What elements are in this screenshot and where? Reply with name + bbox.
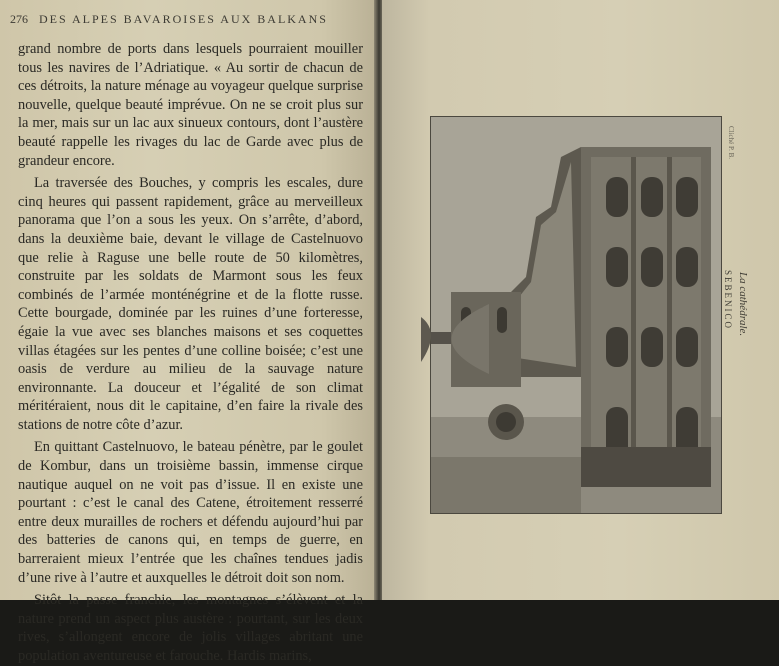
paragraph-2: La traversée des Bouches, y compris les escales, dure cinq heures qui passent rapidement, grâce au merveilleux panorama que l’on a sous les yeux. On s’arrête, d’abord, dans la deuxième baie, devant le village de Castelnuovo que relie à Raguse une belle route de 50 kilomètres, construite par les soldats de Marmont sous les feux combinés de l’armée monténégrine et de la flotte russe. Cette bourgade, dominée par les ruines d’une forteresse, égaie la vue avec ses blanches maisons et ses coquettes villas étagées sur les pentes d’une colline boisée; c’est une oasis de verdure au milieu de la sauvage nature environnante. La douceur et l’égalité de son climat méritéraient, nous dit le capitaine, d’en faire la rivale des stations de notre côte d’azur. — [18, 175, 363, 433]
body-text — [18, 40, 363, 666]
cathedral-photograph — [430, 116, 722, 514]
photo-credit: Cliché P. B. — [727, 126, 735, 160]
paragraph-3: En quittant Castelnuovo, le bateau pénètre, par le goulet de Kombur, dans un troisième bassin, immense cirque nautique auquel on ne voit pas d’issue. Il en existe une pourtant : c’est le canal des Catene, étroitement resserré entre deux murailles de rochers et défendu aujourd’hui par des batteries de canons qui, en temps de guerre, en barreraient mieux l’entrée que les chaînes tendues jadis d’une rive à l’autre et auxquelles le détroit doit son nom. — [18, 439, 363, 586]
left-page — [0, 0, 378, 664]
caption-place: SEBENICO — [723, 270, 733, 331]
cathedral-illustration — [431, 117, 721, 513]
page-number: 276 — [10, 12, 28, 26]
running-head-title: DES ALPES BAVAROISES AUX BALKANS — [39, 12, 328, 26]
caption-subject: La cathédrale. — [737, 272, 749, 337]
running-header — [10, 12, 370, 28]
paragraph-1: grand nombre de ports dans lesquels pourraient mouiller tous les navires de l’Adriatique. « Au sortir de chacun de ces détroits, la nature ménage au voyageur quelque surprise nouvelle, quelque beauté imprévue. On ne se croit plus sur la mer, mais sur un lac aux sinueux contours, dont l’austère beauté rappelle les rivages du lac de Garde avec plus de grandeur encore. — [18, 41, 363, 169]
paragraph-4: Sitôt la passe franchie, les montagnes s’élèvent et la nature prend un aspect plus austère : pourtant, sur les deux rives, s’allongent encore de jolis villages abritant une population aventureuse et farouche. Hardis marins, — [18, 592, 363, 664]
